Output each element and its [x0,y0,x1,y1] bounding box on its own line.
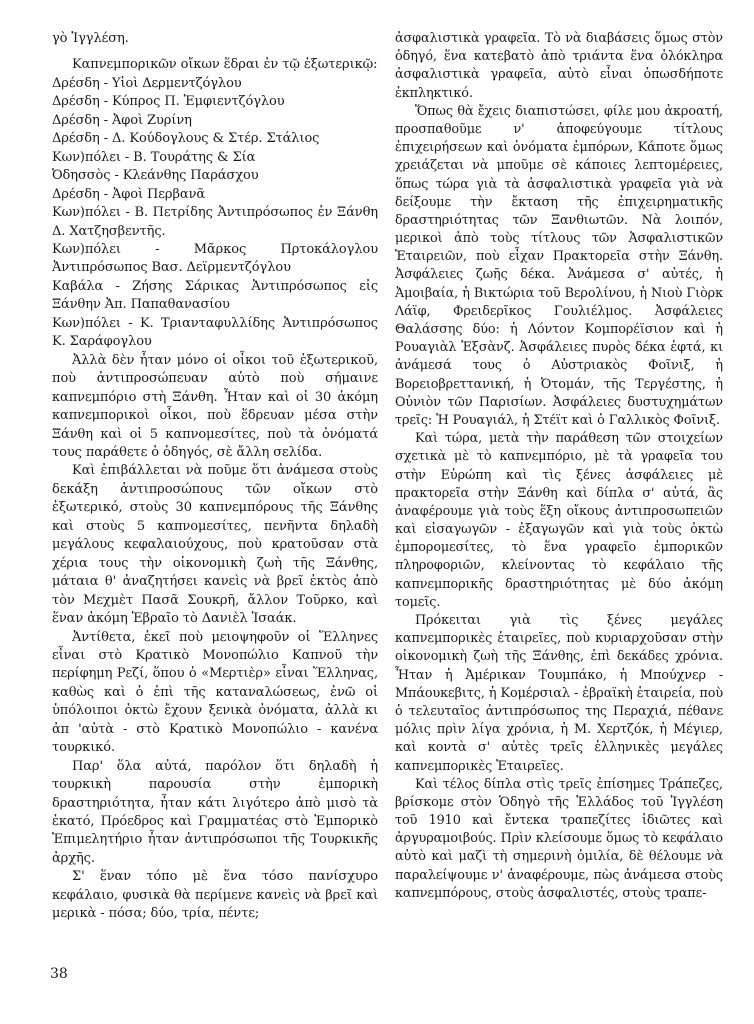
list-item: Κων)πόλει - Κ. Τριανταφυλλίδης Ἀντιπρόσωπος Κ. Σαράφογλου [52,315,378,350]
list-item: Κων)πόλει - Β. Τουράτης & Σία [52,149,256,165]
paragraph: Ὅπως θὰ ἔχεις διαπιστώσει, φίλε μου ἀκροατή, προσπαθοῦμε ν' ἀποφεύγουμε τίτλους ἐπιχειρήσεων καὶ ὀνόματα ἐμπόρων, Κάποτε ὅμως χρειάζεται νὰ μποῦμε σὲ κάποιες λεπτομέρειες, ὅπως τώρα γιὰ τὰ ἀσφαλιστικὰ γραφεῖα γιὰ νὰ δείξουμε τὴν ἔκταση τῆς ἐπιχειρηματικῆς δραστηριότητας τῶν Ξανθιωτῶν. Νὰ λοιπόν, μερικοὶ ἀπὸ τοὺς τίτλους τῶν Ἀσφαλιστικῶν Ἑταιρειῶν, ποὺ εἶχαν Πρακτορεῖα στὴν Ξάνθη. Ἀσφάλειες ζωῆς δέκα. Ἀνάμεσα σ' αὐτές, ἡ Ἀμοιβαία, ἡ Βικτώρια τοῦ Βερολίνου, ἡ Νιοὺ Γιὸρκ Λάϊφ, Φρειδερῖκος Γουλιέλμος. Ἀσφάλειες Θαλάσσης δύο: ἡ Λόντον Κομπορέϊσιον καὶ ἡ Ρουαγιὰλ Ἐξσὰνζ. Ἀσφάλειες πυρὸς δέκα ἑφτά, κι ἀνάμεσά τους ὁ Αὐστριακὸς Φοῖνιξ, ἡ Βορειοβρεττανική, ἡ Ὀτομάν, τῆς Τεργέστης, ἡ Οὐνιὸν τῶν Παρισίων. Ἀσφάλειες δυστυχημάτων τρεῖς: Ἡ Ρουαγιάλ, ἡ Στέϊτ καὶ ὁ Γαλλικὸς Φοῖνιξ. [395,103,723,428]
continuation-text: ἀσφαλιστικὰ γραφεῖα. Τὸ νὰ διαβάσεις ὅμως στὸν ὁδηγό, ἕνα κατεβατὸ ἀπὸ τριάντα ἕνα ὁλόκληρα ἀσφαλιστικὰ γραφεῖα, αὐτὸ εἶναι ὁπωσδήποτε ἐκπληκτικό. [395,31,723,101]
right-column [395,30,723,903]
list-item: Κων)πόλει - Β. Πετρίδης Ἀντιπρόσωπος ἐν Ξάνθη Δ. Χατζησβεντῆς. [52,205,378,239]
continuation-text: γὸ Ἰγγλέση. [52,31,129,46]
list-item: Κων)πόλει - Μᾶρκος Πρτοκάλογλου Ἀντιπρόσωπος Βασ. Δεϊρμεντζόγλου [52,241,378,276]
paragraph: Ἀλλὰ δὲν ἦταν μόνο οἱ οἶκοι τοῦ ἐξωτερικοῦ, ποὺ ἀντιπροσώπευαν αὐτὸ ποὺ σήμαινε καπνεμπόριο στὴ Ξάνθη. Ἦταν καὶ οἱ 30 ἀκόμη καπνεμπορικοὶ οἶκοι, ποὺ ἕδρευαν μέσα στὴν Ξάνθη καὶ οἱ 5 καπνομεσίτες, ποὺ τὰ ὀνόματά τους παράθετε ὁ ὁδηγός, σὲ ἄλλη σελίδα. [52,352,378,460]
list-item: Δρέσδη - Κύπρος Π. Ἐμφιεντζόγλου [52,94,285,110]
firm-list-intro: Καπνεμπορικῶν οἴκων ἕδραι ἐν τῷ ἐξωτερικῷ: [72,57,378,73]
list-item: Δρέσδη - Υἱοὶ Δερμεντζόγλου [52,75,242,91]
paragraph: Παρ' ὅλα αὐτά, παρόλον ὅτι δηλαδὴ ἡ τουρκικὴ παρουσία στὴν ἐμπορικὴ δραστηριότητα, ἦταν κάτι λιγότερο ἀπὸ μισὸ τὰ ἑκατό, Πρόεδρος καὶ Γραμματέας στὸ Ἐμπορικὸ Ἐπιμελητήριο ἦταν ἀντιπρόσωποι τῆς Τουρκικῆς ἀρχῆς. [52,758,378,866]
firm-list [52,75,378,352]
list-item: Δρέσδη - Ἀφοὶ Ζυρίνη [52,112,192,128]
list-item: Καβάλα - Ζήσης Σάρικας Ἀντιπρόσωπος εἰς Ξάνθην Ἀπ. Παπαθανασίου [52,278,378,313]
paragraph: Σ' ἕναν τόπο μὲ ἕνα τόσο πανίσχυρο κεφάλαιο, φυσικὰ θὰ περίμενε κανεὶς νὰ βρεῖ καὶ μερικὰ - πόσα; δύο, τρία, πέντε; [52,869,378,922]
list-item: Δρέσδη - Ἀφοὶ Περβανᾶ [52,186,206,202]
left-column [52,30,378,924]
paragraph: Καὶ ἐπιβάλλεται νὰ ποῦμε ὅτι ἀνάμεσα στοὺς δεκάξη ἀντιπροσώπους τῶν οἴκων στὸ ἐξωτερικό, στοὺς 30 καπνεμπόρους τῆς Ξάνθης καὶ στοὺς 5 καπνομεσίτες, πενῆντα δηλαδὴ μεγάλους κεφαλαιούχους, ποὺ κρατοῦσαν στὰ χέρια τους τὴν οἰκονομικὴ ζωὴ τῆς Ξάνθης, μάταια θ' ἀναζητήσει κανεὶς νὰ βρεῖ ἐκτὸς ἀπὸ τὸν Μεχμὲτ Πασᾶ Σουκρῆ, ἄλλον Τοῦρκο, καὶ ἕναν ἀκόμη Ἑβραῖο τὸ Δανιὲλ Ἰσαάκ. [52,463,378,627]
paragraph: Καὶ τέλος δίπλα στὶς τρεῖς ἐπίσημες Τράπεζες, βρίσκομε στὸν Ὁδηγὸ τῆς Ἑλλάδος τοῦ Ἰγγλέση τοῦ 1910 καὶ ἔντεκα τραπεζίτες ἰδιῶτες καὶ ἀργυραμοιβούς. Πρὶν κλείσουμε ὅμως τὸ κεφάλαιο αὐτὸ καὶ μαζὶ τὴ σημερινὴ ὁμιλία, δὲ θέλουμε νὰ παραλείψουμε ν' ἀναφέρουμε, πὼς ἀνάμεσα στοὺς καπνεμπόρους, στοὺς ἀσφαλιστές, στοὺς τραπε- [395,776,723,901]
page-number: 38 [50,966,68,982]
paragraph: Ἀντίθετα, ἐκεῖ ποὺ μειοψηφοῦν οἱ Ἕλληνες εἶναι στὸ Κρατικὸ Μονοπώλιο Καπνοῦ τὴν περίφημη Ρεζί, ὅπου ὁ «Μερτιὲρ» εἶναι Ἕλληνας, καθὼς καὶ ὁ ἐπὶ τῆς καταναλώσεως, ἐνῶ οἱ ὑπόλοιποι ὀκτὼ ἔχουν ξενικὰ ὀνόματα, ἀλλὰ κι ἀπ 'αὐτὰ - στὸ Κρατικὸ Μονοπώλιο - κανένα τουρκικό. [52,629,378,756]
paragraph: Καὶ τώρα, μετὰ τὴν παράθεση τῶν στοιχείων σχετικὰ μὲ τὸ καπνεμπόριο, μὲ τὰ γραφεῖα του στὴν Εὐρώπη καὶ τὶς ξένες ἀσφάλειες μὲ πρακτορεῖα στὴν Ξάνθη καὶ δίπλα σ' αὐτά, ἂς ἀναφέρουμε γιὰ τοὺς ἕξη οἴκους ἀντιπροσωπειῶν καὶ εἰσαγωγῶν - ἐξαγωγῶν καὶ γιὰ τοὺς ὀκτὼ ἐμπορομεσίτες, τὸ ἕνα γραφεῖο ἐμπορικῶν πληροφοριῶν, κλείνοντας τὸ κεφάλαιο τῆς καπνεμπορικῆς δραστηριότητας μὲ δύο ἀκόμη τομεῖς. [395,431,723,610]
list-item: Δρέσδη - Δ. Κούδογλους & Στέρ. Στάλιος [52,131,320,147]
list-item: Ὀδησσὸς - Κλεάνθης Παράσχου [52,168,259,184]
paragraph: Πρόκειται γιὰ τὶς ξένες μεγάλες καπνεμπορικὲς ἑταιρεῖες, ποὺ κυριαρχοῦσαν στὴν οἰκονομικὴ ζωὴ τῆς Ξάνθης, ἐπὶ δεκάδες χρόνια. Ἦταν ἡ Ἀμέρικαν Τουμπάκο, ἡ Μπούχνερ - Μπάουκεβιτς, ἡ Κομέρσιαλ - ἑβραϊκὴ ἑταιρεία, ποὺ ὁ τελευταῖος ἀντιπρόσωπος της Περαχιά, πέθανε μόλις πρὶν λίγα χρόνια, ἡ Μ. Χερτζόκ, ἡ Μέγιερ, καὶ κοντὰ σ' αὐτὲς τρεῖς ἑλληνικὲς μεγάλες καπνεμπορικὲς Ἑταιρεῖες. [395,613,723,774]
